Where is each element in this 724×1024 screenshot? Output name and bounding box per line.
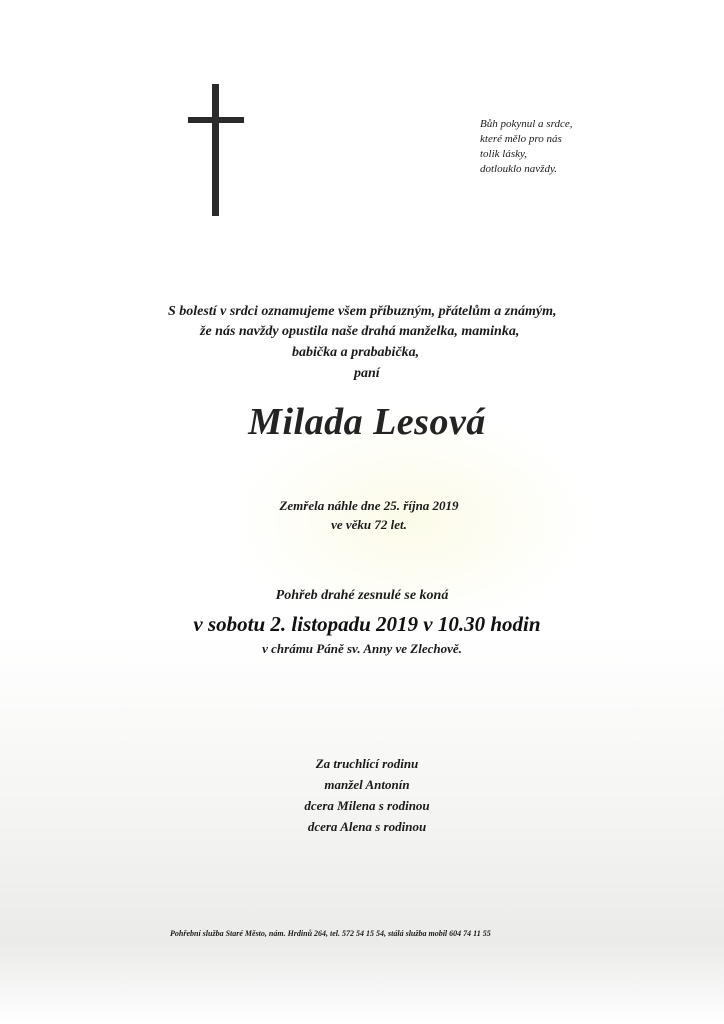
announcement-line: že nás navždy opustila naše drahá manželka, maminka, xyxy=(200,324,520,339)
motto-line: které mělo pro nás xyxy=(480,133,562,145)
funeral-date-time: v sobotu 2. listopadu 2019 v 10.30 hodin xyxy=(193,612,541,636)
announcement-line: S bolestí v srdci oznamujeme všem příbuzným, přátelům a známým, xyxy=(168,304,557,319)
motto-line: Bůh pokynul a srdce, xyxy=(480,118,573,130)
announcement-line: babička a prababička, xyxy=(292,345,420,360)
family-line: dcera Milena s rodinou xyxy=(304,798,430,813)
motto xyxy=(480,117,610,177)
funeral-place: v chrámu Páně sv. Anny ve Zlechově. xyxy=(262,641,462,656)
cross-icon xyxy=(188,84,244,216)
deceased-name: Milada Lesová xyxy=(248,401,486,443)
family-signature xyxy=(0,753,724,837)
funeral-intro: Pohřeb drahé zesnulé se koná xyxy=(275,588,449,603)
death-info xyxy=(0,496,724,534)
motto-line: dotlouklo navždy. xyxy=(480,163,557,175)
death-age: ve věku 72 let. xyxy=(331,517,407,532)
family-line: dcera Alena s rodinou xyxy=(307,819,427,834)
motto-line: tolik lásky, xyxy=(480,148,528,160)
funeral-service-footer: Pohřební služba Staré Město, nám. Hrdinů 264, tel. 572 54 15 54, stálá služba mobil 604 74 11 55 xyxy=(170,929,491,938)
family-line: manžel Antonín xyxy=(324,777,410,792)
family-line: Za truchlící rodinu xyxy=(315,756,419,771)
death-date: Zemřela náhle dne 25. října 2019 xyxy=(279,498,459,513)
announcement-line: paní xyxy=(354,366,380,381)
